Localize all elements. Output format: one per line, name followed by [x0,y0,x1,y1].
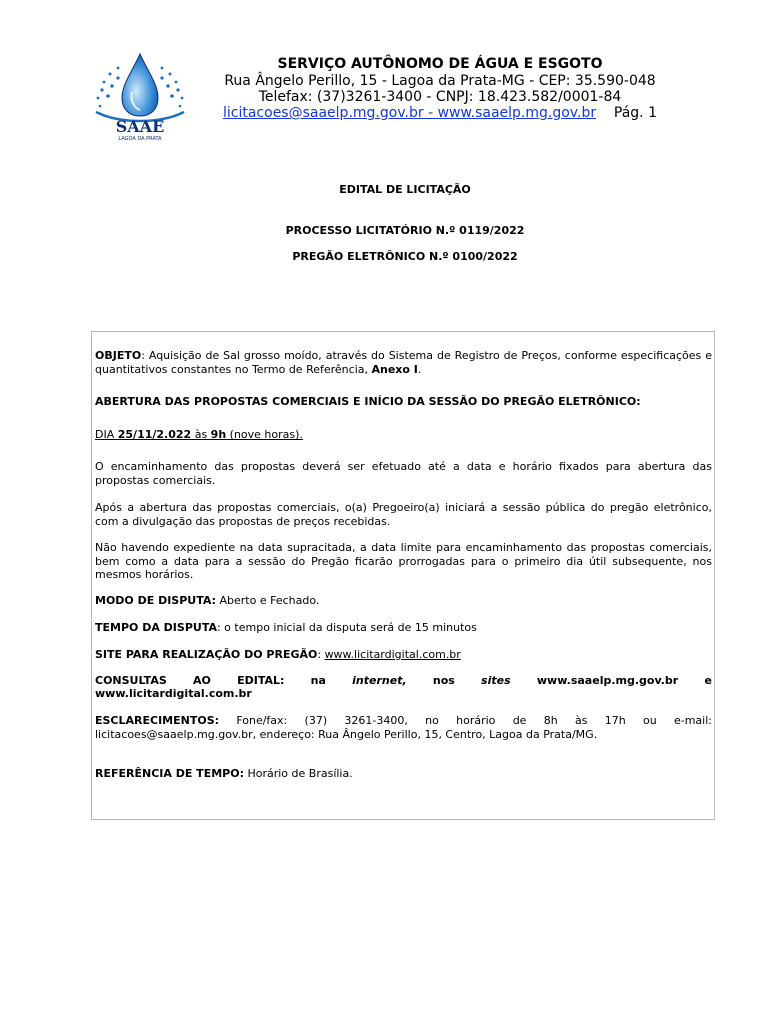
org-name: SERVIÇO AUTÔNOMO DE ÁGUA E ESGOTO [277,56,603,72]
encaminhamento-paragraph: O encaminhamento das propostas deverá ser efetuado até a data e horário fixados para abertura das propostas comerciais. [95,460,712,487]
tempo-label: TEMPO DA DISPUTA [95,621,217,634]
nao-havendo-paragraph: Não havendo expediente na data supracitada, a data limite para encaminhamento das propostas comerciais, bem como a data para a sessão do Pregão ficarão prorrogadas para o primeiro dia útil subsequente, nos mesmos horários. [95,541,712,581]
org-phone-cnpj: Telefax: (37)3261-3400 - CNPJ: 18.423.582/0001-84 [258,89,622,105]
site-label: SITE PARA REALIZAÇÃO DO PREGÃO [95,648,318,661]
edital-title: EDITAL DE LICITAÇÃO [339,183,471,196]
modo-value: Aberto e Fechado. [216,594,320,607]
org-contacts [200,104,680,122]
anexo-label: Anexo I [371,362,418,376]
objeto-label: OBJETO [95,349,142,362]
tempo-value: : o tempo inicial da disputa será de 15 minutos [216,621,477,634]
modo-label: MODO DE DISPUTA: [95,594,216,607]
referencia-label: REFERÊNCIA DE TEMPO: [95,767,244,780]
pregao-title: PREGÃO ELETRÔNICO N.º 0100/2022 [292,250,518,263]
email-sites-link[interactable]: licitacoes@saaelp.mg.gov.br - www.saaelp.mg.gov.br [223,105,597,121]
logo-text: SAAE [115,117,165,136]
licitardigital-link[interactable]: www.licitardigital.com.br [95,687,252,700]
esclarecimentos-label: ESCLARECIMENTOS: [95,714,220,727]
water-drop-icon [90,52,190,142]
objeto-text: : Aquisição de Sal grosso moído, através do Sistema de Registro de Preços, conforme especificações e quantitativos constantes no Termo de Referência, [95,349,712,376]
esclarecimentos-text: Fone/fax: (37) 3261-3400, no horário de 8h às 17h ou e-mail: licitacoes@saaelp.mg.gov.br, endereço: Rua Ângelo Perillo, 15, Centro, Lagoa da Prata/MG. [95,714,712,741]
saae-site-link[interactable]: www.saaelp.mg.gov.br [536,674,679,687]
site-pregao: SITE PARA REALIZAÇÃO DO PREGÃO: www.licitardigital.com.br [95,648,461,661]
org-address: Rua Ângelo Perillo, 15 - Lagoa da Prata-MG - CEP: 35.590-048 [224,73,656,89]
referencia-tempo [95,767,712,781]
processo-title: PROCESSO LICITATÓRIO N.º 0119/2022 [285,224,525,237]
abertura-date: DIA 25/11/2.022 às 9h (nove horas). [95,428,303,441]
session-date: 25/11/2.022 [117,428,192,441]
logo-subtext: LAGOA DA PRATA [118,136,162,142]
abertura-heading: ABERTURA DAS PROPOSTAS COMERCIAIS E INÍCIO DA SESSÃO DO PREGÃO ELETRÔNICO: [95,395,641,408]
referencia-value: Horário de Brasília. [243,767,353,780]
objeto-paragraph: OBJETO: Aquisição de Sal grosso moído, através do Sistema de Registro de Preços, conforme especificações e quantitativos constantes no Termo de Referência, Anexo I. [95,349,712,376]
session-hour: 9h [210,428,227,441]
site-link[interactable]: www.licitardigital.com.br [324,648,461,661]
tempo-disputa [95,621,712,635]
saae-logo [90,52,190,142]
apos-paragraph: Após a abertura das propostas comerciais, o(a) Pregoeiro(a) iniciará a sessão pública do pregão eletrônico, com a divulgação das propostas de preços recebidas. [95,501,712,528]
modo-disputa [95,594,712,608]
consultas-line: CONSULTAS AO EDITAL: na internet, nos sites www.saaelp.mg.gov.br e [95,674,712,687]
page-number: Pág. 1 [613,105,657,121]
esclarecimentos-paragraph [95,714,712,741]
